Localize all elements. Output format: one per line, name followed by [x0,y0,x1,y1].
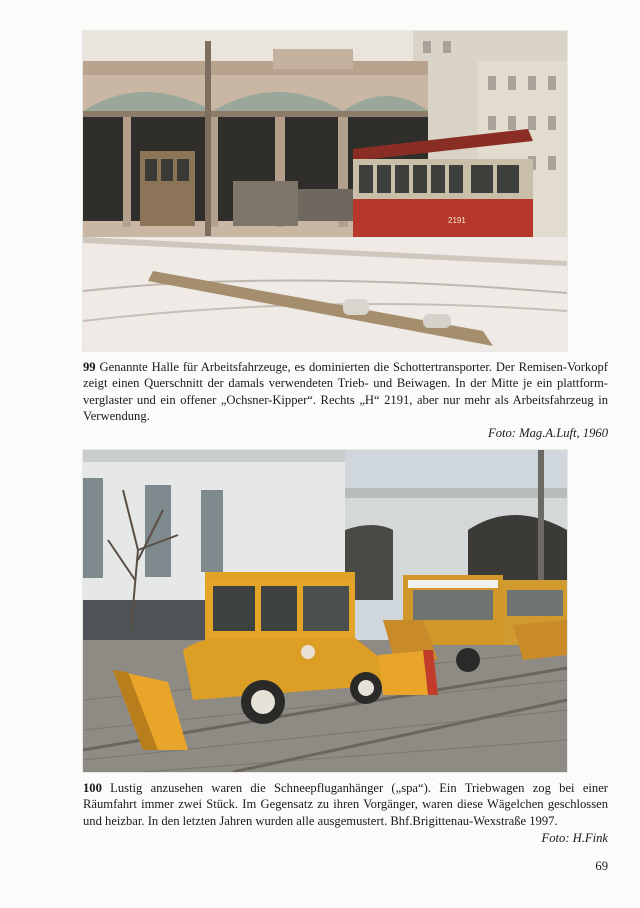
page-number: 69 [595,859,608,873]
photo-tram-depot [83,31,567,351]
figure-number: 100 [83,781,102,795]
caption-text: Genannte Halle für Arbeitsfahrzeuge, es dominierten die Schottertransporter. Der Remisen-Vorkopf zeigt einen Querschnitt der damals verwendeten Trieb- und Beiwagen. In der Mitte je ein plattform-verglaster und ein offener „Ochsner-Kipper“. Rechts „H“ 2191, aber nur mehr als Arbeitsfahrzeug in Verwendung. [83,360,608,424]
tram-number-plate: 2191 [448,216,466,225]
photo-snowplow-trailers [83,450,567,772]
photo-credit: Foto: H.Fink [541,831,608,845]
caption-text: Lustig anzusehen waren die Schneepfluganhänger („spa“). Ein Triebwagen zog bei einer Räumfahrt immer zwei Stück. Im Gegensatz zu ihren Vorgänger, waren diese Wägelchen geschlossen und heizbar. In den letzten Jahren wurden alle ausgemustert. Bhf.Brigittenau-Wexstraße 1997. [83,781,608,828]
photo-credit: Foto: Mag.A.Luft, 1960 [488,426,608,440]
figure-caption-99 [83,359,608,425]
figure-number: 99 [83,360,96,374]
figure-caption-100 [83,780,608,829]
